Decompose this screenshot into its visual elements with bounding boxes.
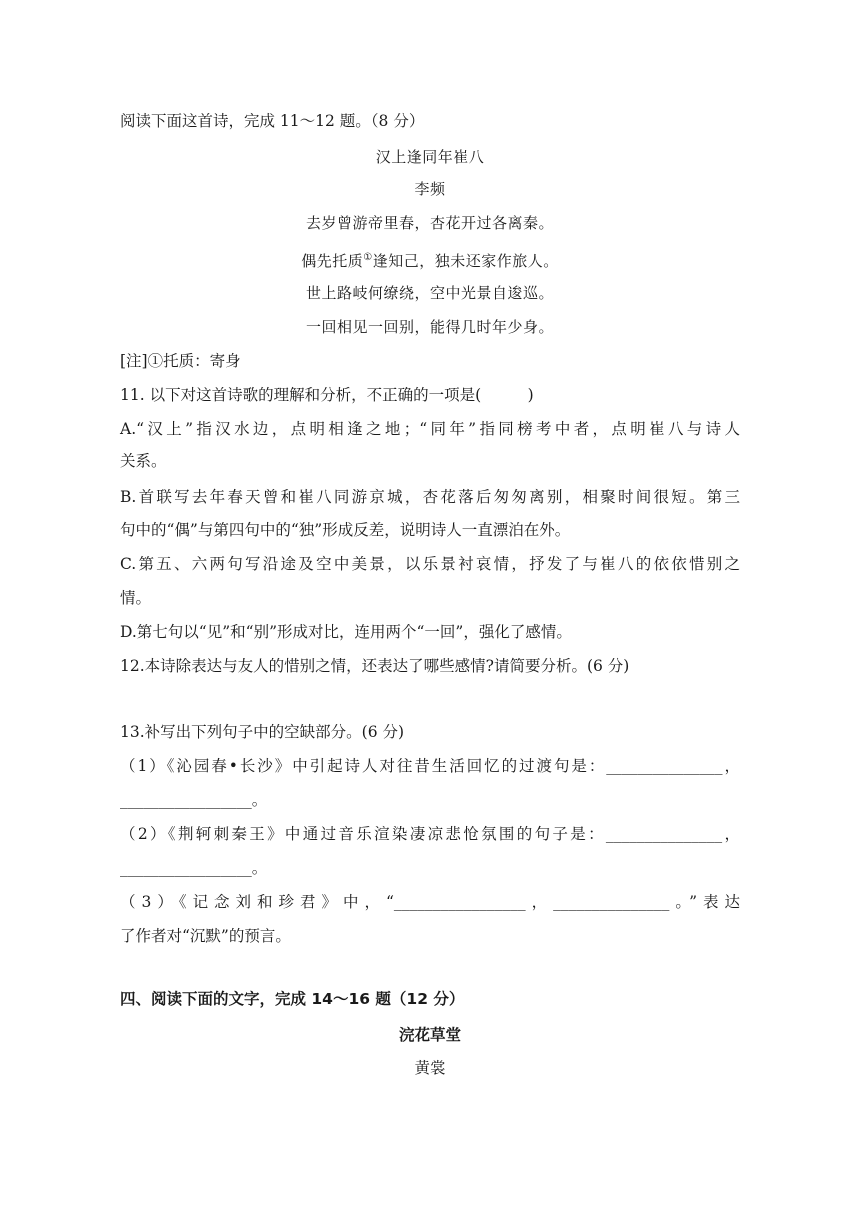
poem-title: 汉上逢同年崔八 bbox=[375, 148, 485, 166]
q11-option-a-line2: 关系。 bbox=[120, 452, 167, 470]
essay-author: 黄裳 bbox=[414, 1059, 446, 1077]
q13-item3-line1: （3）《记念刘和珍君》中，“_________________，_______________。”表达 bbox=[120, 893, 740, 911]
footnote-marker: ① bbox=[363, 252, 373, 263]
poem-line-2-end: 逢知己，独未还家作旅人。 bbox=[372, 252, 559, 270]
q11-option-c-line1: C.第五、六两句写沿途及空中美景，以乐景衬哀情，抒发了与崔八的依依惜别之 bbox=[120, 555, 740, 573]
q11-option-b-line1: B.首联写去年春天曾和崔八同游京城，杏花落后匆匆离别，相聚时间很短。第三 bbox=[120, 488, 740, 506]
poem-line-2-start: 偶先托质 bbox=[301, 252, 364, 270]
q12-stem: 12.本诗除表达与友人的惜别之情，还表达了哪些感情?请简要分析。(6 分) bbox=[120, 657, 630, 675]
q11-option-c-line2: 情。 bbox=[120, 589, 152, 607]
poem-line-4: 一回相见一回别，能得几时年少身。 bbox=[305, 318, 554, 336]
poem-line-3: 世上路岐何缭绕，空中光景自逡巡。 bbox=[305, 284, 554, 302]
q13-item1-line2: _________________。 bbox=[120, 791, 268, 809]
q11-option-b-line2: 句中的“偶”与第四句中的“独”形成反差，说明诗人一直漂泊在外。 bbox=[120, 521, 571, 539]
poem-line-1: 去岁曾游帝里春，杏花开过各离秦。 bbox=[305, 214, 554, 232]
poem-author: 李频 bbox=[414, 180, 446, 198]
q11-option-d: D.第七句以“见”和“别”形成对比，连用两个“一回”，强化了感情。 bbox=[120, 623, 572, 641]
q13-stem: 13.补写出下列句子中的空缺部分。(6 分) bbox=[120, 723, 405, 741]
poem-note: [注]①托质：寄身 bbox=[120, 352, 241, 370]
reading-instruction: 阅读下面这首诗，完成 11～12 题。（8 分） bbox=[120, 112, 425, 130]
q13-item3-line2: 了作者对“沉默”的预言。 bbox=[120, 927, 291, 945]
q11-stem: 11. 以下对这首诗歌的理解和分析，不正确的一项是( ) bbox=[120, 386, 534, 404]
essay-title: 浣花草堂 bbox=[398, 1026, 461, 1044]
q13-item2-line2: _________________。 bbox=[120, 859, 268, 877]
poem-line-2 bbox=[0, 247, 860, 272]
q13-item1-line1: （1）《沁园春•长沙》中引起诗人对往昔生活回忆的过渡句是：_______________， bbox=[120, 757, 740, 775]
q13-item2-line1: （2）《荆轲刺秦王》中通过音乐渲染凄凉悲怆氛围的句子是：_______________， bbox=[120, 825, 740, 843]
section-four-heading: 四、阅读下面的文字，完成 14～16 题（12 分） bbox=[120, 990, 465, 1008]
q11-option-a-line1: A.“汉上”指汉水边，点明相逢之地；“同年”指同榜考中者，点明崔八与诗人 bbox=[120, 420, 740, 438]
